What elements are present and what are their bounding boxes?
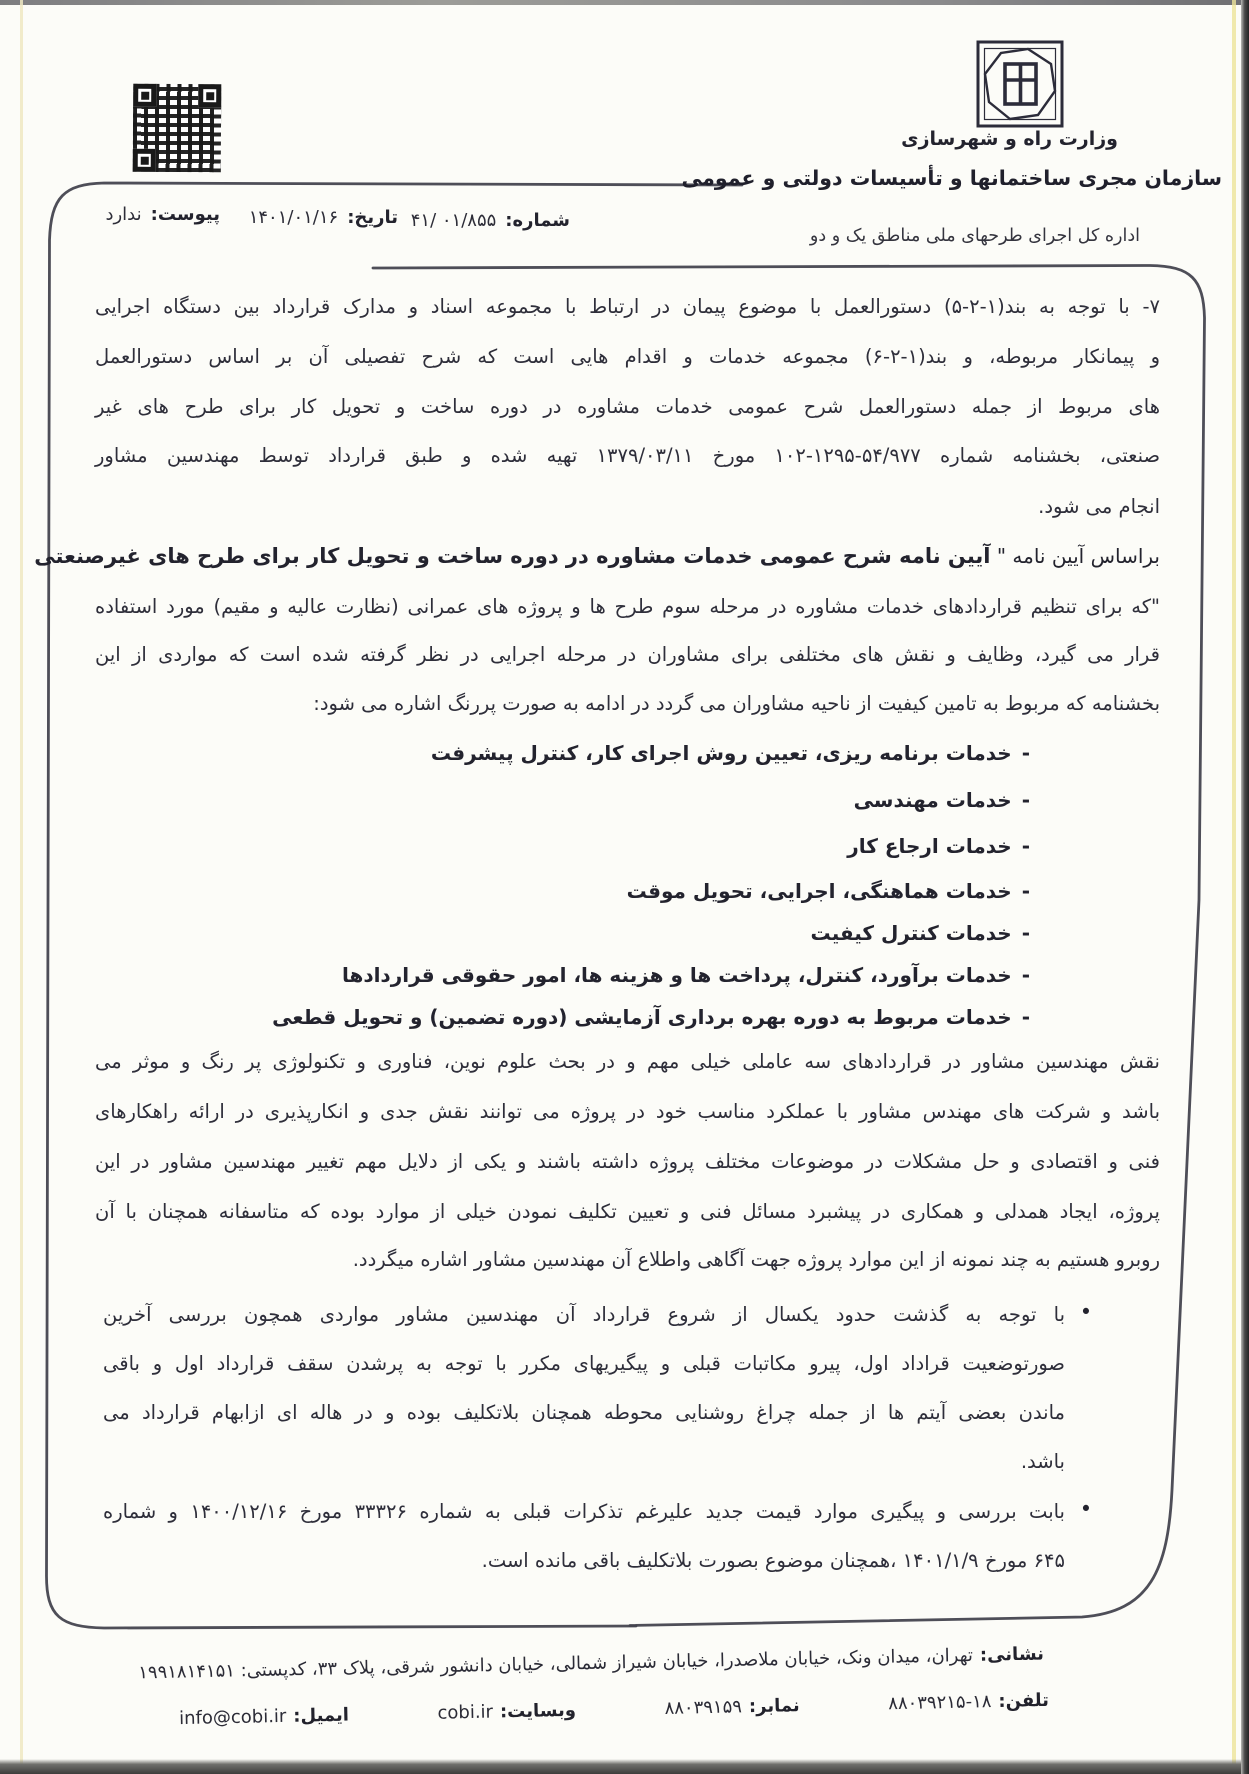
regulation-heading-bold: آیین نامه شرح عمومی خدمات مشاوره در دوره ساخت و تحویل کار برای طرح های غیرصنعتی (34, 544, 991, 568)
scan-edge-top (0, 0, 1249, 5)
attachment-value: ندارد (105, 204, 142, 225)
scan-line-left (20, 0, 23, 1774)
scan-edge-bottom (0, 1759, 1249, 1774)
dash-marker: - (1021, 834, 1030, 858)
dash-marker: - (1021, 741, 1030, 765)
service-label: خدمات ارجاع کار (847, 834, 1012, 858)
bullet-line: بابت بررسی و پیگیری موارد قیمت جدید علیرغم تذکرات قبلی به شماره ۳۳۳۲۶ مورخ ۱۴۰۰/۱۲/۱۶ و شماره (103, 1500, 1065, 1523)
dash-marker: - (1021, 921, 1030, 945)
service-label: خدمات کنترل کیفیت (810, 921, 1012, 945)
fax-value: ۸۸۰۳۹۱۵۹ (664, 1696, 743, 1719)
body-line: روبرو هستیم به چند نمونه از این موارد پروژه جهت آگاهی واطلاع آن مهندسین مشاور اشاره میگردد. (352, 1248, 1160, 1271)
department-title: اداره کل اجرای طرحهای ملی مناطق یک و دو (809, 226, 1140, 246)
website-label: وبسایت: (499, 1699, 577, 1723)
phone-value: ۱۸-۸۸۰۳۹۲۱۵ (888, 1691, 992, 1715)
qr-finder-icon (133, 149, 156, 172)
footer-address (138, 1643, 1045, 1684)
ministry-emblem-icon (976, 40, 1064, 128)
footer-email (179, 1705, 349, 1730)
footer-contact-row (179, 1690, 1049, 1729)
letter-attachment (105, 204, 220, 225)
scan-line-right (1232, 0, 1236, 1774)
dash-marker: - (1021, 879, 1030, 903)
service-label: خدمات مربوط به دوره بهره برداری آزمایشی (دوره تضمین) و تحویل قطعی (272, 1005, 1012, 1029)
date-value: ۱۴۰۱/۰۱/۱۶ (248, 207, 339, 228)
service-list-item (272, 1005, 1030, 1029)
letter-date (249, 207, 398, 228)
footer-fax (664, 1695, 800, 1719)
body-line: "که برای تنظیم قراردادهای خدمات مشاوره در مرحله سوم طرح ها و پروژه های عمرانی (نظارت عالیه و مقیم) مورد استفاده (95, 595, 1160, 618)
bullet-marker: • (1079, 1497, 1093, 1521)
service-list-item (854, 788, 1030, 812)
body-line: قرار می گیرد، وظایف و نقش های مختلفی برای مشاوران در مرحله اجرایی در نظر گرفته شده است که مواردی از این (95, 643, 1160, 666)
body-line: باشد و شرکت های مهندس مشاور با عملکرد مناسب خود در پروژه می توانند نقش جدی و انکارپذیری در ارائه راهکارهای (95, 1100, 1160, 1123)
body-line: ۷- با توجه به بند(۱-۲-۵) دستورالعمل با موضوع پیمان در ارتباط با مجموعه اسناد و مدارک قرارداد بین دستگاه اجرایی (95, 295, 1160, 318)
body-line: صنعتی، بخشنامه شماره ۵۴/۹۷۷-۱۲۹۵-۱۰۲ مورخ ۱۳۷۹/۰۳/۱۱ تهیه شده و طبق قرارداد توسط مهندسین مشاور (95, 444, 1161, 467)
address-value: تهران، میدان ونک، خیابان ملاصدرا، خیابان شیراز شمالی، خیابان دانشور شرقی، پلاک ۳۳، کدپستی: ۱۹۹۱۸۱۴۱۵۱ (138, 1644, 974, 1684)
body-line: پروژه، ایجاد همدلی و همکاری در پیشبرد مسائل فنی و تعیین تکلیف نمودن خیلی از موارد بوده که متاسفانه همچنان با آن (95, 1200, 1160, 1223)
bullet-line: ۶۴۵ مورخ ۱۴۰۱/۱/۹ ،همچنان موضوع بصورت بلاتکلیف باقی مانده است. (481, 1549, 1065, 1572)
dash-marker: - (1021, 788, 1030, 812)
service-list-item (811, 921, 1030, 945)
service-list-item (342, 963, 1030, 987)
bullet-line: ماندن بعضی آیتم ها از جمله چراغ روشنایی محوطه همچنان بلاتکلیف بوده و در هاله ای ازابهام قرارداد می (103, 1401, 1065, 1424)
service-label: خدمات هماهنگی، اجرایی، تحویل موقت (626, 879, 1012, 903)
body-line: فنی و اقتصادی و حل مشکلات در موضوعات مختلف پروژه داشته باشند و یکی از دلایل مهم تغییر مهندسین مشاور در این (95, 1150, 1160, 1173)
service-label: خدمات مهندسی (853, 788, 1012, 812)
number-value: ۰۱/۸۵۵ /۴۱ (410, 210, 497, 231)
bullet-marker: • (1079, 1300, 1093, 1324)
attachment-label: پیوست: (150, 204, 220, 225)
body-line: انجام می شود. (1038, 495, 1160, 518)
service-list-item (627, 879, 1030, 903)
regulation-heading-prefix: براساس آیین نامه " (990, 544, 1160, 568)
qr-finder-icon (198, 84, 221, 107)
email-label: ایمیل: (293, 1704, 350, 1727)
organization-title: سازمان مجری ساختمانها و تأسیسات دولتی و عمومی (681, 166, 1222, 190)
scan-edge-right (1241, 0, 1249, 1774)
bullet-line: با توجه به گذشت حدود یکسال از شروع قرارداد آن مهندسین مشاور مواردی همچون بررسی آخرین (103, 1303, 1065, 1326)
bullet-line: صورتوضعیت قراداد اول، پیرو مکاتبات قبلی و پیگیریهای مکرر با توجه به پرشدن سقف قرارداد اول و باقی (103, 1352, 1065, 1375)
service-label: خدمات برآورد، کنترل، پرداخت ها و هزینه ها، امور حقوقی قراردادها (341, 963, 1012, 987)
email-value: info@cobi.ir (178, 1705, 287, 1730)
service-list-item (431, 741, 1030, 765)
number-label: شماره: (505, 210, 570, 231)
footer-website (437, 1700, 576, 1724)
regulation-heading (34, 540, 1160, 572)
qr-finder-icon (133, 84, 156, 107)
website-value: cobi.ir (437, 1701, 494, 1724)
body-line: و پیمانکار مربوطه، و بند(۱-۲-۶) مجموعه خدمات و اقدام هایی است که شرح تفصیلی آن بر اساس دستورالعمل (95, 345, 1161, 368)
body-line: بخشنامه که مربوط به تامین کیفیت از ناحیه مشاوران می گردد در ادامه به صورت پررنگ اشاره می شود: (313, 692, 1160, 715)
address-label: نشانی: (979, 1643, 1045, 1666)
ministry-title: وزارت راه و شهرسازی (901, 128, 1118, 150)
bullet-line: باشد. (1020, 1450, 1065, 1473)
footer-phone (888, 1690, 1049, 1714)
phone-label: تلفن: (998, 1689, 1050, 1712)
fax-label: نمابر: (748, 1695, 800, 1718)
service-list-item (847, 834, 1030, 858)
date-label: تاریخ: (347, 207, 398, 228)
qr-code (133, 84, 222, 173)
body-line: نقش مهندسین مشاور در قراردادهای سه عاملی خیلی مهم و در بحث علوم نوین، فناوری و تکنولوژی پر رنگ و موثر می (95, 1050, 1160, 1073)
body-line: های مربوط از جمله دستورالعمل شرح عمومی خدمات مشاوره در دوره ساخت و تحویل کار برای طرح های غیر (95, 395, 1160, 418)
dash-marker: - (1021, 963, 1030, 987)
dash-marker: - (1021, 1005, 1030, 1029)
letter-number (411, 210, 570, 231)
service-label: خدمات برنامه ریزی، تعیین روش اجرای کار، کنترل پیشرفت (430, 741, 1012, 765)
